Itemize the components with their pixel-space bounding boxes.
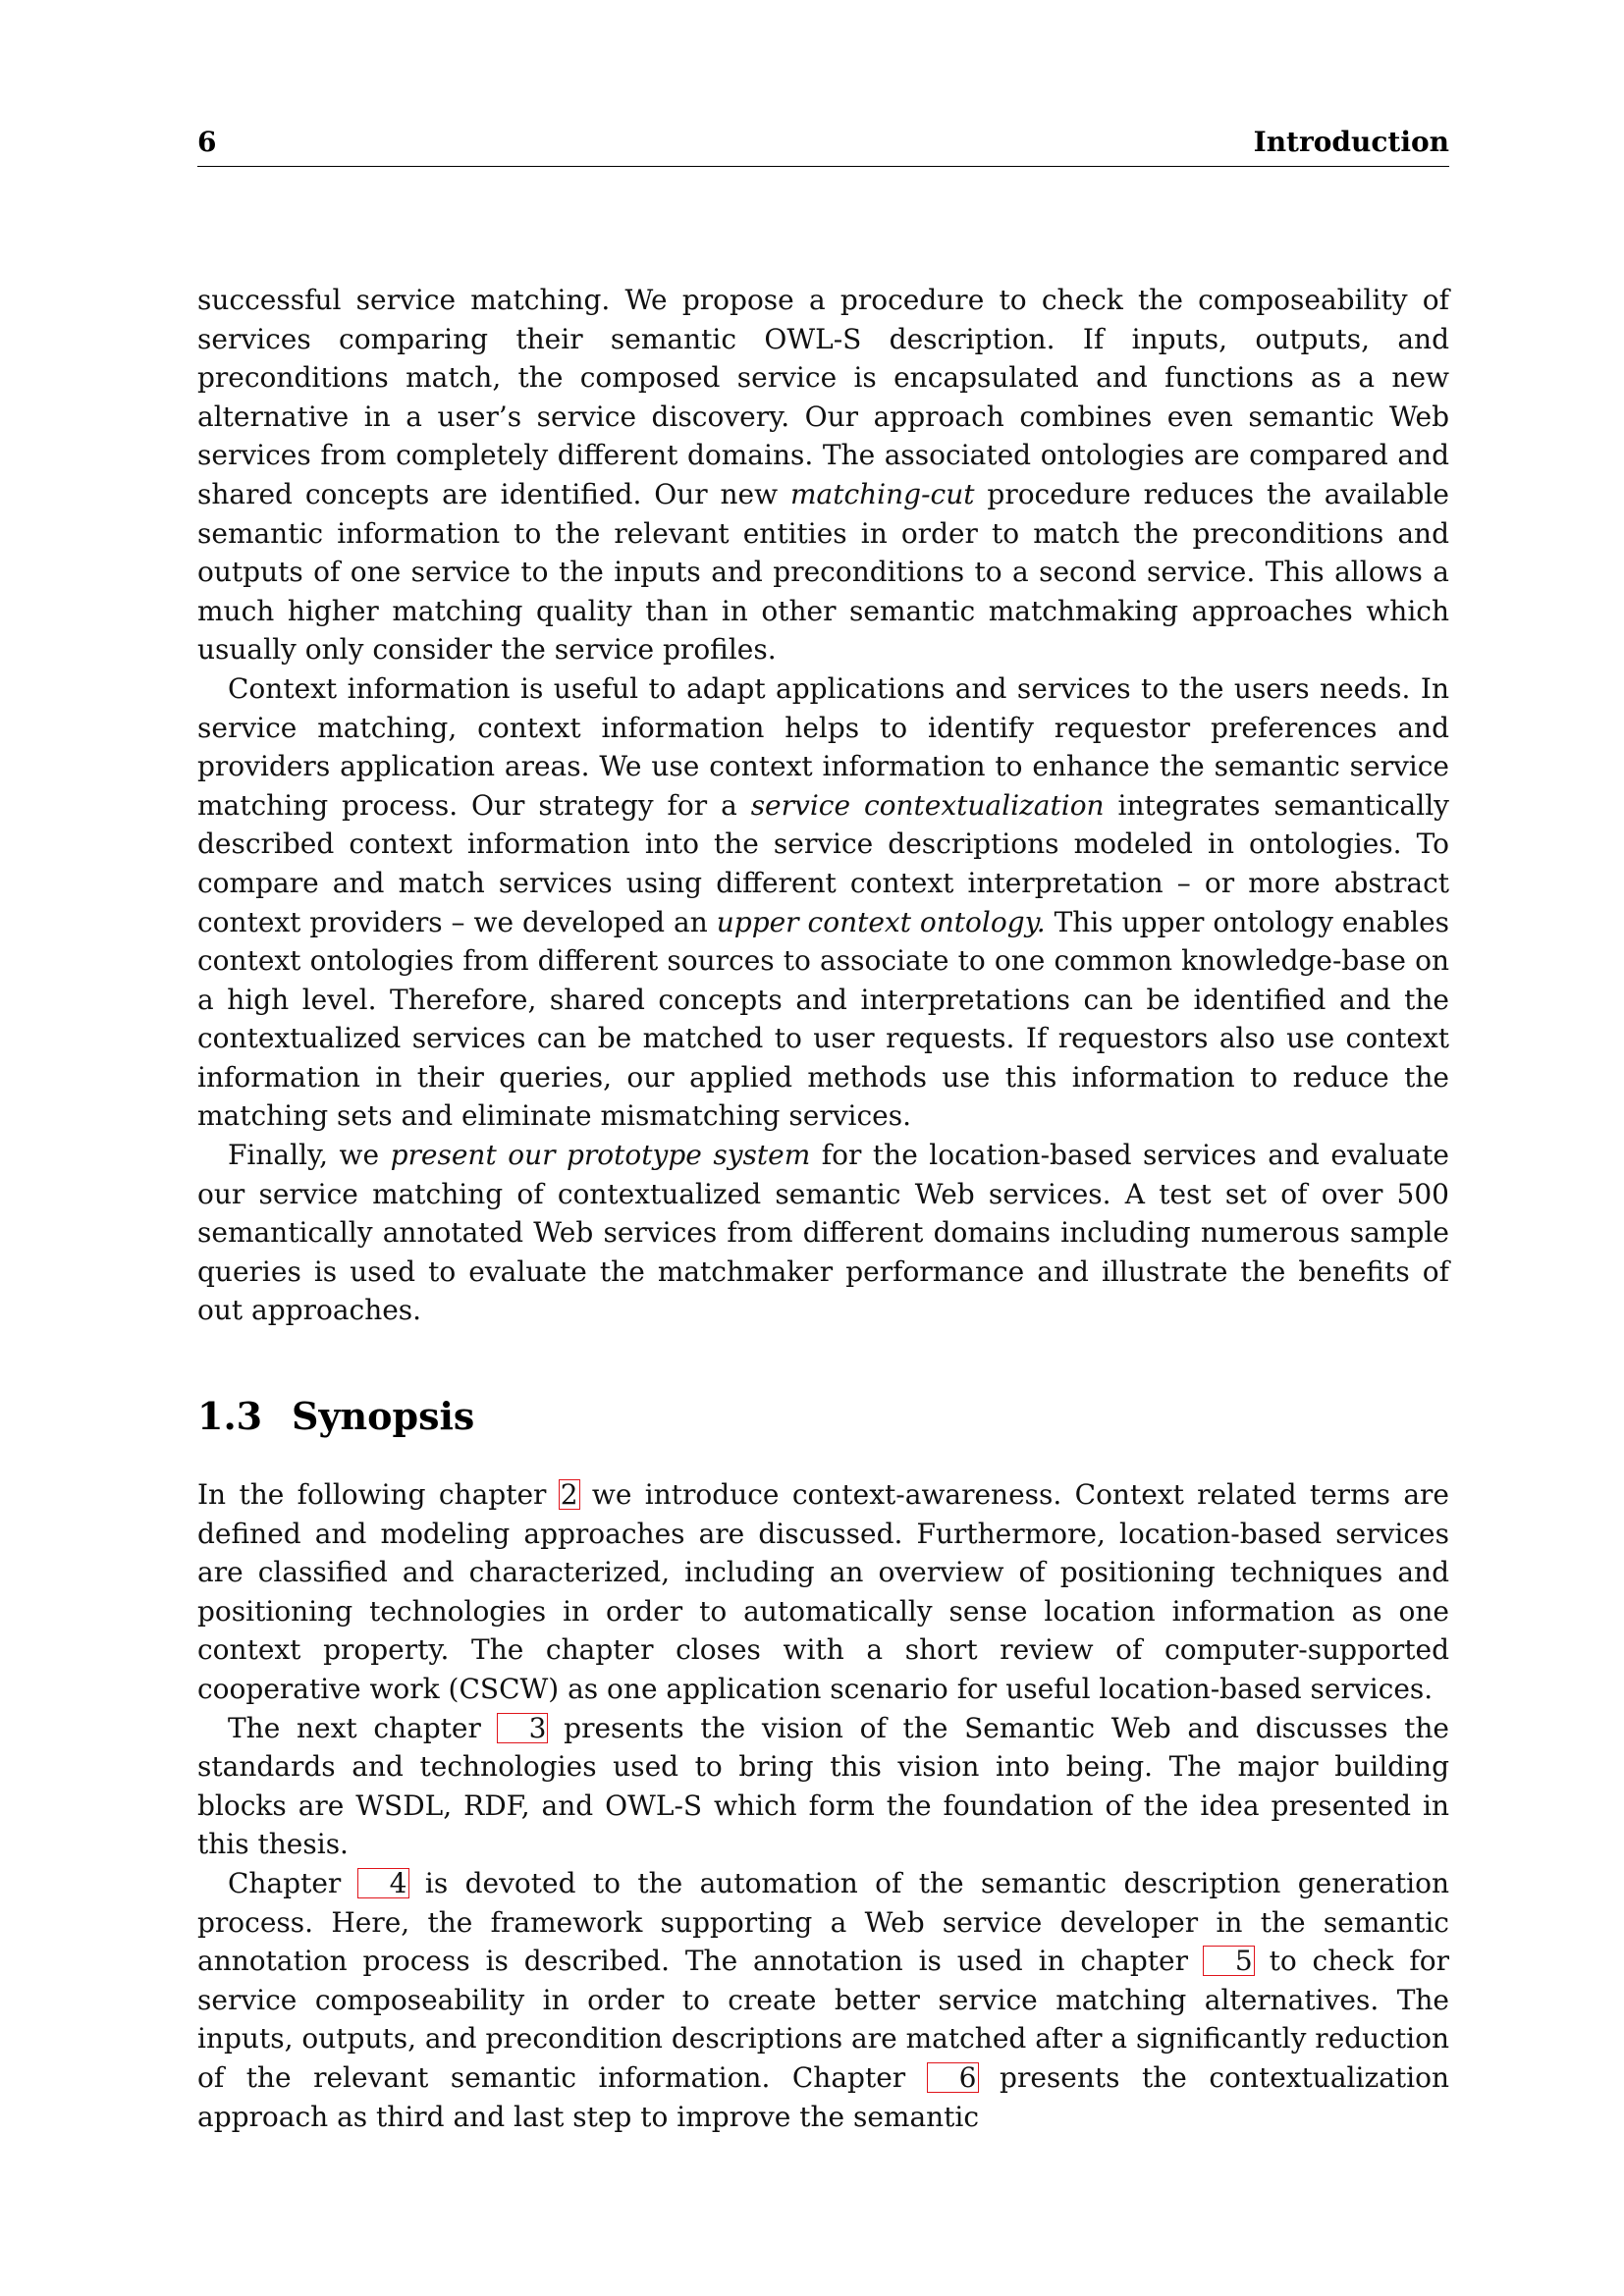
section-title: Synopsis bbox=[292, 1394, 475, 1439]
section-heading bbox=[197, 1393, 1449, 1440]
chapter-link-6[interactable]: 6 bbox=[928, 2063, 978, 2092]
page-number: 6 bbox=[197, 126, 217, 158]
body-text bbox=[197, 281, 1449, 2136]
emphasis-matching-cut: matching-cut bbox=[789, 477, 975, 510]
synopsis-paragraph-2: The next chapter 3 presents the vision of the Semantic Web and discusses the standards and technologies used to bring this vision into being. The major building blocks are WSDL, RDF, and OWL-S which form the foundation of the idea presented in this thesis. bbox=[197, 1711, 1450, 1861]
emphasis-upper-context-ontology: upper context ontology. bbox=[716, 905, 1046, 938]
emphasis-service-contextualization: service contextualization bbox=[750, 788, 1105, 822]
chapter-link-4[interactable]: 4 bbox=[358, 1869, 408, 1897]
running-header bbox=[197, 126, 1449, 167]
synopsis-paragraph-3: Chapter 4 is devoted to the automation of the semantic description generation process. Here, the framework supporting a Web service developer in the semantic annotation process is described. The annotation is used in chapter 5 to check for service composeability in order to create better service matching alternatives. The inputs, outputs, and precondition descriptions are matched after a significantly reduction of the relevant semantic information. Chapter 6 presents the contextualization approach as third and last step to improve the semantic bbox=[197, 1866, 1450, 2133]
intro-paragraph-2: Context information is useful to adapt applications and services to the users needs. In service matching, context information helps to identify requestor preferences and providers application areas. We use context information to enhance the semantic service matching process. Our strategy for a service contextualization integrates semantically described context information into the service descriptions modeled in ontologies. To compare and match services using different context interpretation – or more abstract context providers – we developed an upper context ontology. This upper ontology enables context ontologies from different sources to associate to one common knowledge-base on a high level. Therefore, shared concepts and interpretations can be identified and the contextualized services can be matched to user requests. If requestors also use context information in their queries, our applied methods use this information to reduce the matching sets and eliminate mismatching services. bbox=[197, 671, 1450, 1133]
chapter-link-2[interactable]: 2 bbox=[560, 1478, 578, 1512]
chapter-link-3[interactable]: 3 bbox=[498, 1714, 548, 1742]
synopsis-paragraph-1: In the following chapter 2 we introduce context-awareness. Context related terms are defined and modeling approaches are discussed. Furthermore, location-based services are classified and characterized, including an overview of positioning techniques and positioning technologies in order to automatically sense location information as one context property. The chapter closes with a short review of computer-supported cooperative work (CSCW) as one application scenario for useful location-based services. bbox=[197, 1478, 1449, 1705]
intro-paragraph-3: Finally, we present our prototype system for the location-based services and evaluate our service matching of contextualized semantic Web services. A test set of over 500 semantically annotated Web services from different domains including numerous sample queries is used to evaluate the matchmaker performance and illustrate the benefits of out approaches. bbox=[197, 1139, 1449, 1327]
chapter-link-5[interactable]: 5 bbox=[1204, 1947, 1254, 1975]
running-title: Introduction bbox=[1253, 126, 1449, 158]
intro-paragraph-1: successful service matching. We propose a procedure to check the composeability of services comparing their semantic OWL-S description. If inputs, outputs, and preconditions match, the composed service is encapsulated and functions as a new alternative in a user’s service discovery. Our approach combines even semantic Web services from completely different domains. The associated ontologies are compared and shared concepts are identified. Our new matching-cut procedure reduces the available semantic information to the relevant entities in order to match the preconditions and outputs of one service to the inputs and preconditions to a second service. This allows a much higher matching quality than in other semantic matchmaking approaches which usually only consider the service profiles. bbox=[197, 284, 1449, 667]
emphasis-prototype-system: present our prototype system bbox=[390, 1139, 811, 1172]
section-number: 1.3 bbox=[197, 1394, 263, 1439]
